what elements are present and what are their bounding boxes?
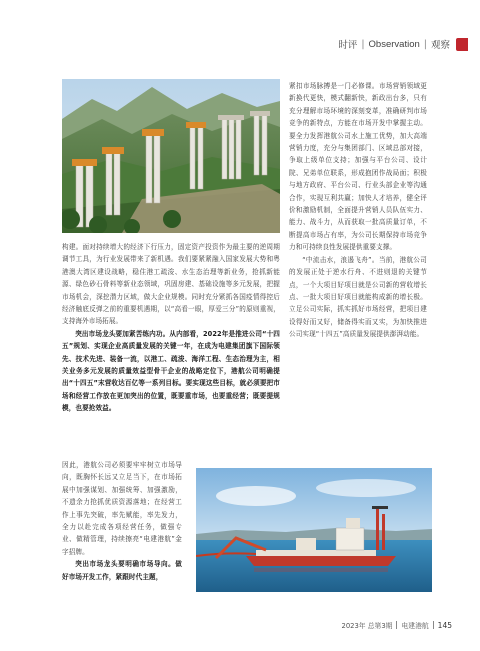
section-label-en: Observation	[368, 38, 420, 50]
header-separator: |	[423, 38, 427, 50]
magazine-name: 电建港航	[401, 622, 429, 630]
left-column-text	[62, 241, 280, 415]
paragraph-heading	[62, 328, 280, 415]
paragraph: 构建。面对持续增大的经济下行压力，固定资产投资作为最主要的逆周期调节工具，为行业发展带来了新机遇。我们要紧紧融入国家发展大势和粤港澳大湾区建设战略，稳住港工疏浚、水生态治理等新业务，抢抓新能源、绿色砂石骨料等新业态领域，巩固房建、基础设施等多元发展，把握市场机会，深挖潜力区域，做大企业规模。同时充分紧抓各国疫情得控后经济触底反弹之前的重要机遇期，以“高看一眼，厚爱三分”的原则重视，支持海外市场拓展。	[62, 243, 280, 326]
top-photo	[62, 79, 280, 233]
paragraph: 因此，港航公司必须要牢牢树立市场导向，既胸怀长远又立足当下，在市场拓展中加强谋划、加强统筹、加强激励，不遗余力抢抓优质资源落地；在经营工作上事先突破，率先赋能，率先发力，全力以赴完成各项经营任务，做强专业、做精管理，持续擦亮“电建港航”金字招牌。	[62, 461, 182, 556]
dredging-vessel-illustration	[196, 468, 432, 592]
footer-separator	[396, 621, 397, 629]
bottom-photo	[196, 468, 432, 592]
paragraph: “中流击水，浪遏飞舟”。当前，港航公司的发展正处于逆水行舟、不进则退的关键节点，一个大项目好项目就是公司新的营收增长点、一批大项目好项目就能构成新的增长极。立足公司实际，抓实抓好市场经营，把项目建设得好而又好，储备得实而又实，为加快推进公司实现“十四五”高质量发展提供澎湃动能。	[289, 255, 427, 339]
paragraph: 突出市场龙头要加紧苦练内功。从内部看，2022年是推进公司“十四五”规划、实现企业高质量发展的关键一年，在成为电建集团旗下国际领先、技术先进、装备一流，以港工、疏浚、海洋工程、生态治理为主，相关业务多元发展的质量效益型骨干企业的战略定位下，港航公司明确提出“十四五”末营收达百亿等一系列目标。要实现这些目标，就必须要把市场和经营工作放在更加突出的位置，既要重市场，也要重经营；既要提规模，也要抢效益。	[62, 329, 280, 413]
left-narrow-column-text	[62, 459, 182, 583]
section-header	[338, 36, 468, 52]
paragraph: 突出市场龙头要明确市场导向。做好市场开发工作，紧跟时代主题，	[62, 560, 182, 581]
section-label-cn-2: 观察	[430, 40, 450, 51]
header-separator: |	[361, 38, 365, 50]
bridge-construction-illustration	[62, 79, 280, 233]
footer-separator	[433, 621, 434, 629]
page-footer	[342, 620, 453, 630]
page-number: 145	[437, 620, 452, 630]
paragraph: 紧扣市场脉搏是一门必修课。市场营销领域更新换代更快，模式翻新快，新政出台多，只有充分理解市场环境的深刻变革，准确研判市场竞争的新特点，方能在市场开发中掌握主动。要全力发挥港航公司水上施工优势，加大高端营销力度，充分与集团部门、区域总部对接，争取上级单位支持；加强与平台公司、设计院、兄弟单位联系，形成抱团作战局面；积极与地方政府、平台公司、行业头部企业等沟通合作，实现互利共赢；加快人才培养，健全评价和激励机制，全面提升营销人员队伍实力、能力、战斗力，从而获取一批高质量订单，不断提高市场占有率，为公司长期保持市场竞争力和可持续良性发展提供重要支撑。	[289, 82, 427, 252]
right-column-text	[289, 80, 427, 341]
section-badge	[456, 38, 468, 51]
section-label-cn: 时评	[338, 40, 358, 51]
paragraph	[62, 558, 182, 583]
issue-label: 2023年 总第3期	[341, 622, 393, 630]
